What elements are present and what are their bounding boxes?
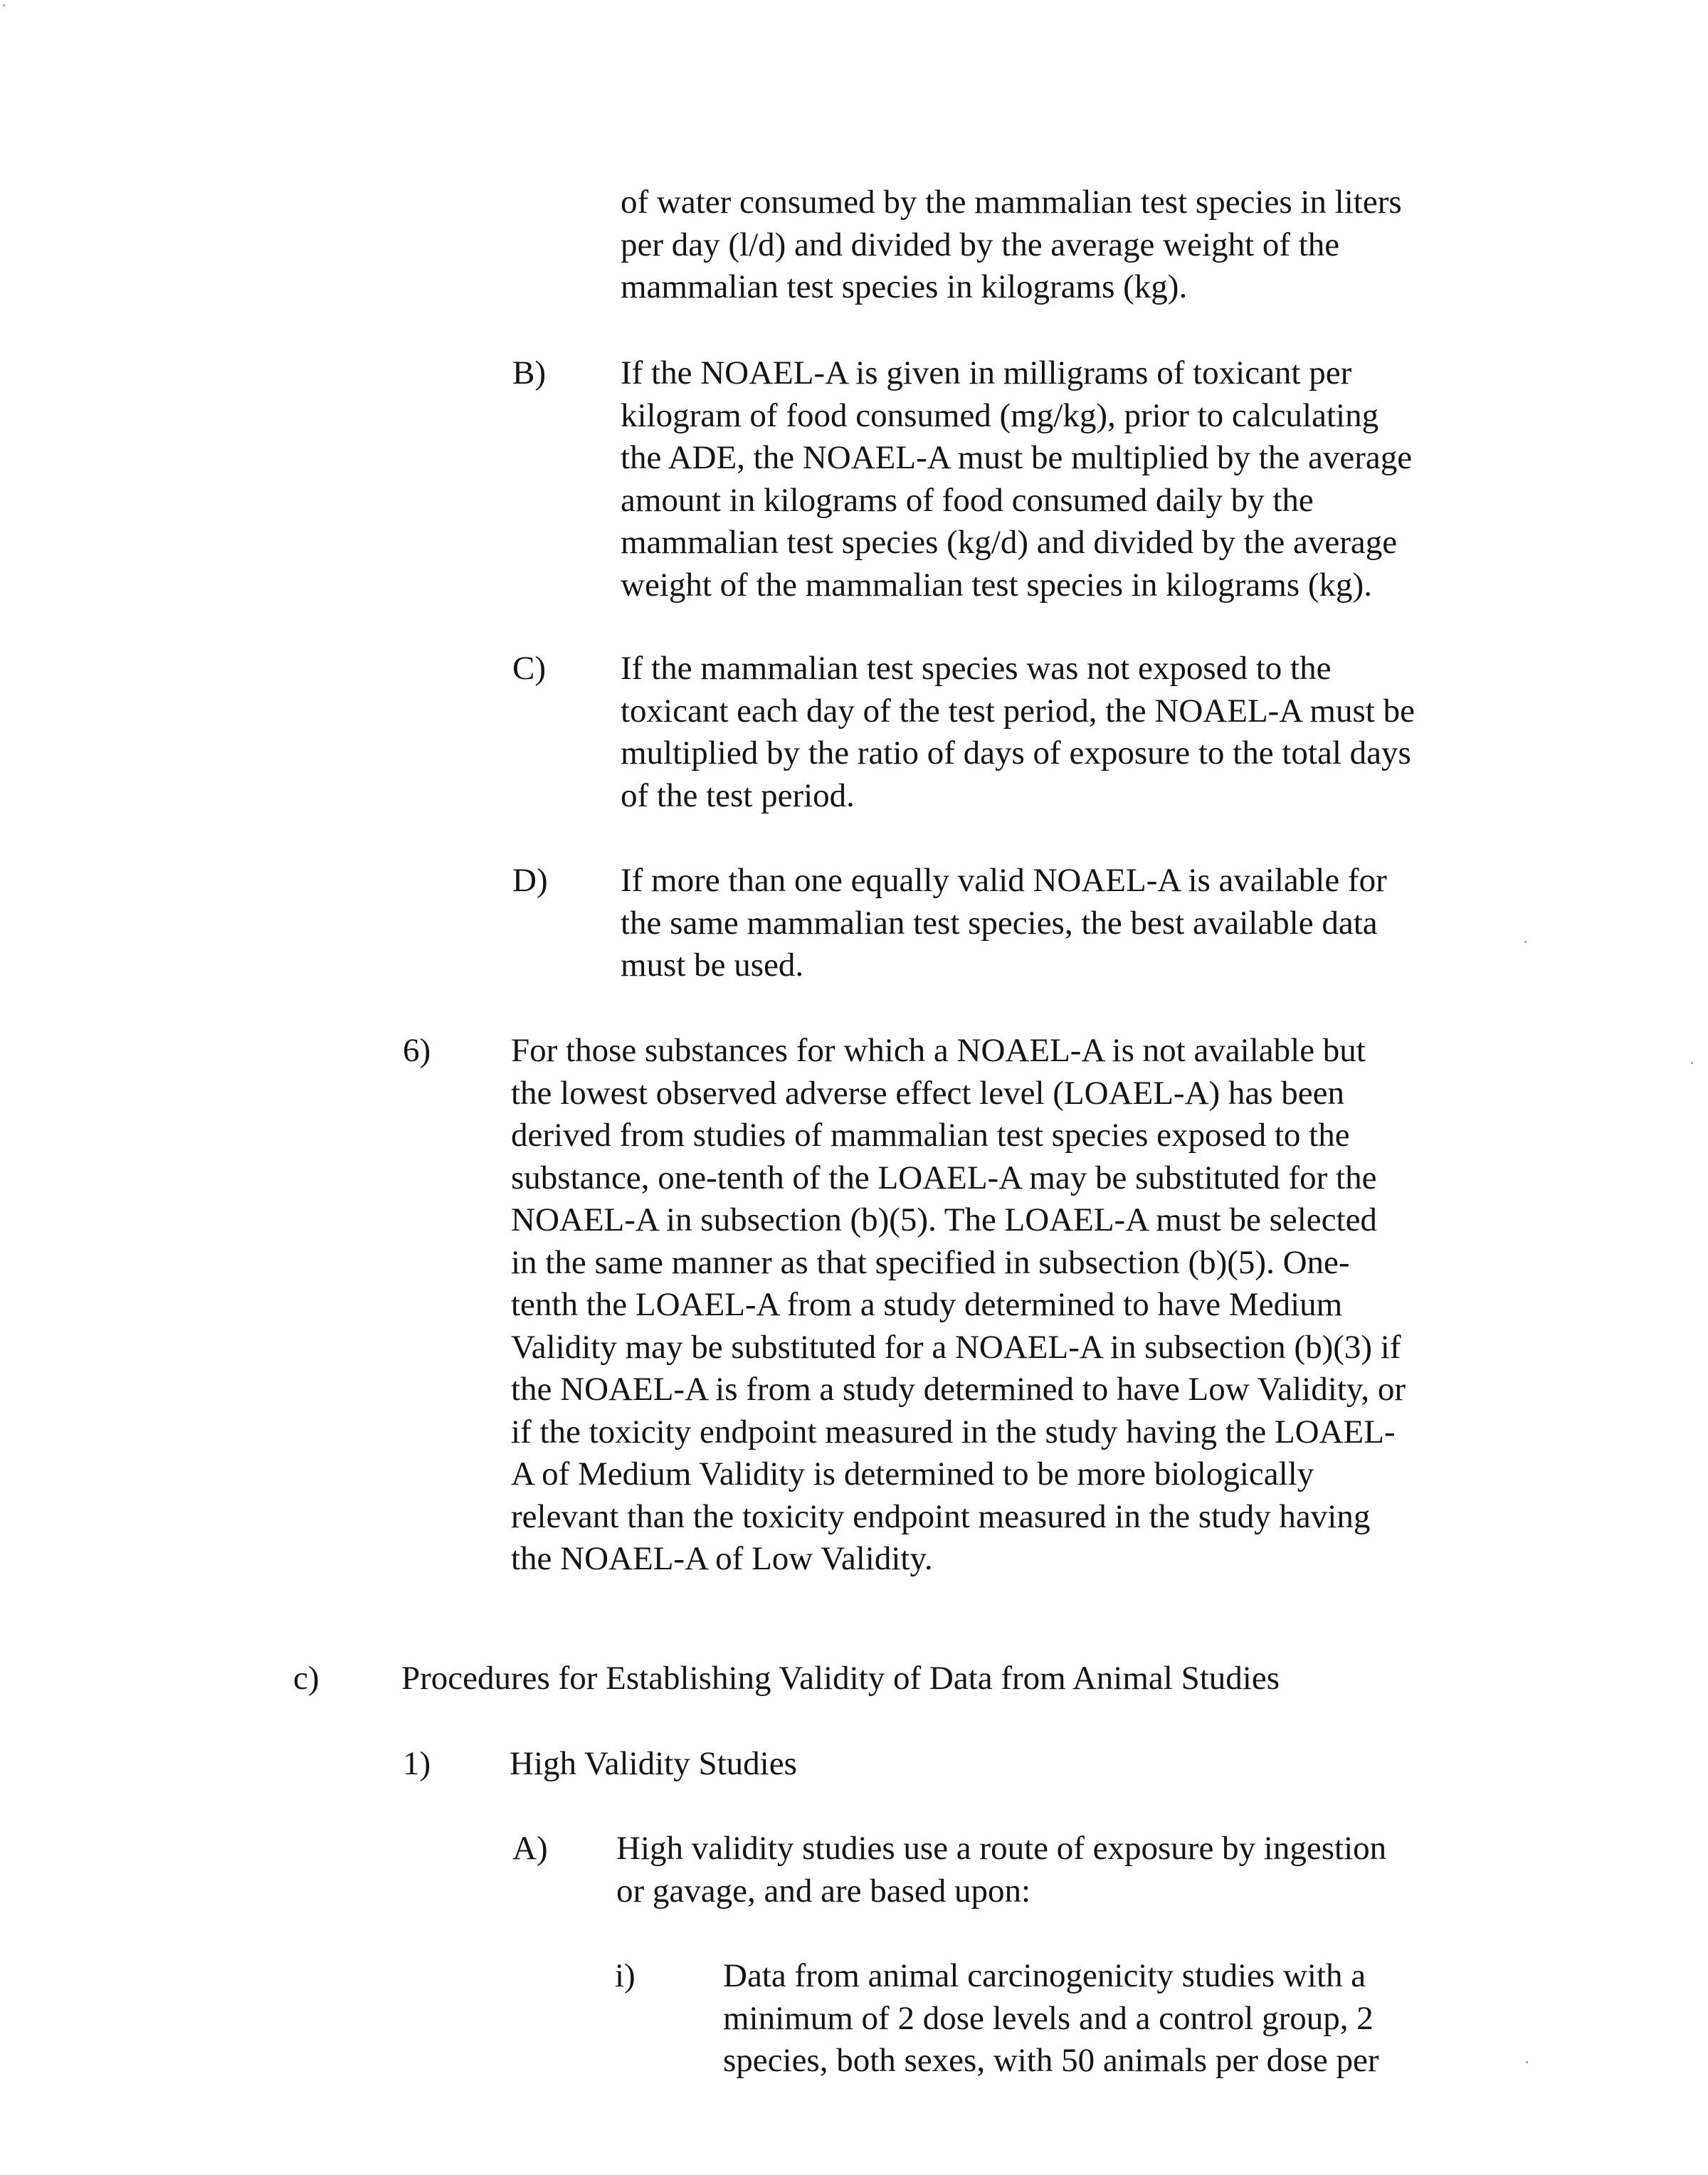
text-line: derived from studies of mammalian test species exposed to the	[511, 1117, 1350, 1154]
paragraph-6	[511, 1030, 1406, 1581]
paragraph-d	[621, 860, 1387, 987]
item-label-6: 6)	[403, 1032, 431, 1069]
text-line: the same mammalian test species, the best available data	[621, 904, 1378, 942]
text-line: if the toxicity endpoint measured in the study having the LOAEL-	[511, 1413, 1396, 1450]
text-line: tenth the LOAEL-A from a study determined to have Medium	[511, 1286, 1343, 1323]
scan-speck	[3, 4, 5, 6]
text-line: in the same manner as that specified in subsection (b)(5). One-	[511, 1243, 1350, 1281]
continuation-paragraph	[621, 181, 1402, 309]
text-line: mammalian test species (kg/d) and divided by the average	[621, 524, 1398, 561]
text-line: the NOAEL-A of Low Validity.	[511, 1540, 933, 1577]
text-line: per day (l/d) and divided by the average weight of the	[621, 226, 1340, 263]
text-line: of water consumed by the mammalian test species in liters	[621, 184, 1402, 221]
text-line: species, both sexes, with 50 animals per dose per	[723, 2042, 1379, 2079]
scan-speck	[1526, 2061, 1528, 2063]
text-line: toxicant each day of the test period, the NOAEL-A must be	[621, 692, 1415, 730]
text-line: mammalian test species in kilograms (kg).	[621, 268, 1188, 305]
paragraph-a	[616, 1828, 1386, 1912]
scan-speck	[1691, 1062, 1693, 1064]
item-label-d: D)	[512, 862, 548, 899]
text-line: Data from animal carcinogenicity studies with a	[723, 1957, 1366, 1994]
text-line: minimum of 2 dose levels and a control group, 2	[723, 1999, 1374, 2037]
text-line: High Validity Studies	[510, 1745, 797, 1782]
text-line: If the mammalian test species was not exposed to the	[621, 650, 1332, 687]
item-label-i: i)	[615, 1957, 636, 1994]
paragraph-i	[723, 1955, 1379, 2082]
text-line: amount in kilograms of food consumed daily by the	[621, 481, 1314, 519]
text-line: kilogram of food consumed (mg/kg), prior to calculating	[621, 396, 1379, 434]
scan-speck	[1524, 941, 1527, 943]
item-label-1: 1)	[403, 1745, 431, 1782]
text-line: substance, one-tenth of the LOAEL-A may be substituted for the	[511, 1159, 1377, 1196]
text-line: must be used.	[621, 947, 804, 984]
text-line: the NOAEL-A is from a study determined to have Low Validity, or	[511, 1371, 1406, 1408]
text-line: or gavage, and are based upon:	[616, 1872, 1031, 1910]
heading-high-validity	[510, 1743, 797, 1786]
text-line: If more than one equally valid NOAEL-A is available for	[621, 862, 1387, 899]
text-line: For those substances for which a NOAEL-A is not available but	[511, 1032, 1366, 1069]
section-label-c: c)	[293, 1660, 320, 1697]
section-heading-c	[401, 1658, 1280, 1700]
text-line: Validity may be substituted for a NOAEL-A in subsection (b)(3) if	[511, 1328, 1401, 1366]
text-line: of the test period.	[621, 776, 855, 814]
paragraph-b	[621, 352, 1412, 606]
text-line: relevant than the toxicity endpoint measured in the study having	[511, 1497, 1371, 1535]
text-line: the ADE, the NOAEL-A must be multiplied by the average	[621, 439, 1413, 476]
text-line: NOAEL-A in subsection (b)(5). The LOAEL-A must be selected	[511, 1201, 1377, 1238]
text-line: Procedures for Establishing Validity of Data from Animal Studies	[401, 1660, 1280, 1697]
paragraph-c	[621, 648, 1415, 817]
text-line: the lowest observed adverse effect level (LOAEL-A) has been	[511, 1074, 1345, 1112]
text-line: If the NOAEL-A is given in milligrams of toxicant per	[621, 354, 1352, 391]
text-line: High validity studies use a route of exposure by ingestion	[616, 1830, 1387, 1867]
item-label-c: C)	[512, 650, 546, 687]
item-label-b: B)	[512, 354, 546, 391]
text-line: weight of the mammalian test species in kilograms (kg).	[621, 566, 1372, 604]
item-label-a: A)	[512, 1830, 548, 1867]
text-line: A of Medium Validity is determined to be more biologically	[511, 1455, 1314, 1492]
text-line: multiplied by the ratio of days of exposure to the total days	[621, 734, 1411, 771]
